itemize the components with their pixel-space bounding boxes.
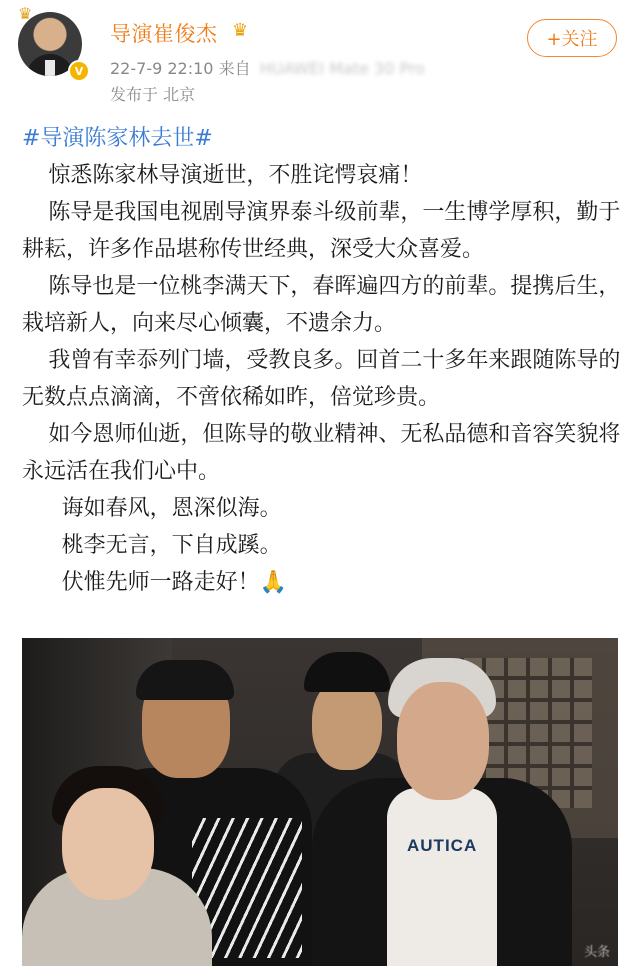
photo-watermark: 头条 bbox=[583, 945, 610, 960]
post-verse: 诲如春风，恩深似海。 bbox=[61, 496, 282, 521]
post-paragraph: 如今恩师仙逝，但陈导的敬业精神、无私品德和音容笑貌将永远活在我们心中。 bbox=[22, 422, 621, 484]
verified-badge-icon: V bbox=[68, 60, 90, 82]
post-verse: 桃李无言，下自成蹊。 bbox=[61, 533, 282, 558]
post-paragraph: 陈导是我国电视剧导演界泰斗级前辈，一生博学厚积，勤于耕耘，许多作品堪称传世经典，深受大众喜爱。 bbox=[22, 200, 621, 262]
username[interactable]: 导演崔俊杰 bbox=[110, 22, 218, 46]
vip-crown-icon: ♛ bbox=[232, 20, 249, 41]
post-source-prefix: 来自 bbox=[218, 59, 251, 78]
post-paragraph: 我曾有幸忝列门墙，受教良多。回首二十多年来跟随陈导的无数点点滴滴，不啻依稀如昨，倍觉珍贵。 bbox=[22, 348, 621, 410]
post-location: 发布于 北京 bbox=[110, 85, 196, 104]
post-header bbox=[0, 0, 640, 110]
post-source-device: HUAWEI Mate 30 Pro bbox=[259, 59, 425, 78]
post-verse: 伏惟先师一路走好！🙏 bbox=[61, 570, 287, 595]
post-paragraph: 惊悉陈家林导演逝世，不胜诧愕哀痛！ bbox=[48, 163, 423, 188]
shirt-print-text: AUTICA bbox=[407, 836, 478, 855]
post-meta bbox=[110, 56, 425, 79]
crown-icon: ♛ bbox=[18, 4, 33, 23]
post-content bbox=[22, 120, 622, 601]
post-time: 22-7-9 22:10 bbox=[110, 59, 214, 78]
post-photo[interactable] bbox=[22, 638, 618, 966]
follow-button[interactable]: +关注 bbox=[527, 19, 617, 57]
hashtag-link[interactable]: #导演陈家林去世# bbox=[22, 126, 213, 151]
avatar[interactable] bbox=[18, 6, 88, 76]
post-paragraph: 陈导也是一位桃李满天下，春晖遍四方的前辈。提携后生，栽培新人，向来尽心倾囊，不遗余力。 bbox=[22, 274, 621, 336]
